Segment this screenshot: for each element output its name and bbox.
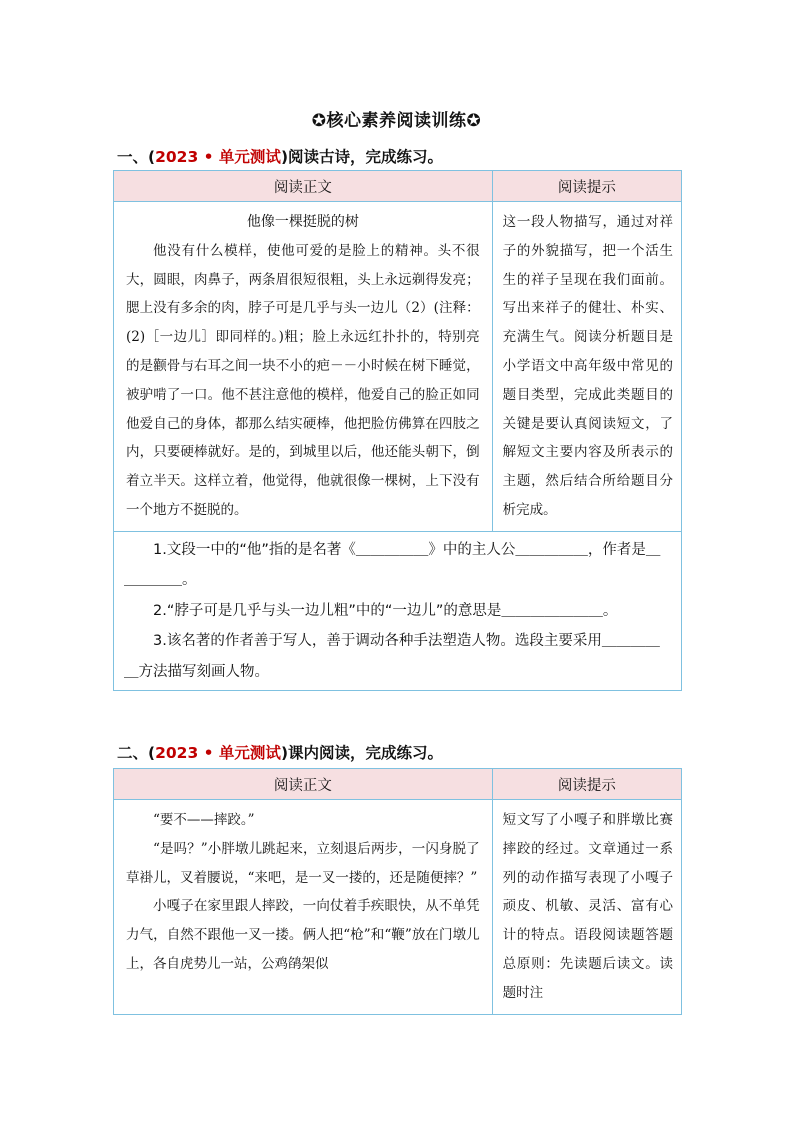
section-2-hint: 短文写了小嘎子和胖墩比赛摔跤的经过。文章通过一系列的动作描写表现了小嘎子顽皮、机敏、灵活、富有心计的特点。语段阅读题答题总原则：先读题后读文。读题时注 xyxy=(502,812,673,1001)
section-1-tag: 2023 • 单元测试 xyxy=(155,148,281,166)
question-1: 1.文段一中的“他”指的是名著《＿＿＿＿＿》中的主人公＿＿＿＿＿，作者是＿＿＿＿＿。 xyxy=(124,541,661,589)
section-2-header-main: 阅读正文 xyxy=(114,769,493,800)
section-1-heading xyxy=(117,145,443,167)
section-2-suffix: )课内阅读，完成练习。 xyxy=(280,744,444,762)
section-1-hint: 这一段人物描写，通过对祥子的外貌描写，把一个活生生的祥子呈现在我们面前。写出来祥子的健壮、朴实、充满生气。阅读分析题目是小学语文中高年级中常见的题目类型，完成此类题目的关键是要认真阅读短文，了解短文主要内容及所表示的主题，然后结合所给题目分析完成。 xyxy=(502,214,673,518)
question-3: 3.该名著的作者善于写人，善于调动各种手法塑造人物。选段主要采用＿＿＿＿＿方法描写刻画人物。 xyxy=(124,633,660,680)
passage-text: 他没有什么模样，使他可爱的是脸上的精神。头不很大，圆眼，肉鼻子，两条眉很短很粗，头上永远剃得发亮；腮上没有多余的肉，脖子可是几乎与头一边儿（2）(注释：(2)［一边儿］即同样的。)粗；脸上永远红扑扑的，特别亮的是颧骨与右耳之间一块不小的疤－－小时候在树下睡觉，被驴啃了一口。他不甚注意他的模样，他爱自己的脸正如同他爱自己的身体，都那么结实硬棒，他把脸仿佛算在四肢之内，只要硬棒就好。是的，到城里以后，他还能头朝下，倒着立半天。这样立着，他觉得，他就很像一棵树，上下没有一个地方不挺脱的。 xyxy=(126,242,480,518)
section-1-prefix: 一、( xyxy=(117,148,156,166)
section-2-prefix: 二、( xyxy=(117,744,156,762)
passage-title: 他像一棵挺脱的树 xyxy=(246,214,359,230)
section-1-header-main: 阅读正文 xyxy=(114,171,493,202)
paragraph-2: “是吗？”小胖墩儿跳起来，立刻退后两步，一闪身脱了草褂儿，叉着腰说，“来吧，是一叉一搂的，还是随便摔？” xyxy=(126,840,480,886)
paragraph-3: 小嘎子在家里跟人摔跤，一向仗着手疾眼快，从不单凭力气，自然不跟他一叉一搂。俩人把“枪”和“鞭”放在门墩儿上，各自虎势儿一站，公鸡鹐架似 xyxy=(126,898,480,972)
section-1-questions xyxy=(114,532,681,691)
section-2-passage xyxy=(114,800,492,985)
section-2-header-hint: 阅读提示 xyxy=(492,769,681,800)
section-2-table xyxy=(113,768,682,1015)
page-title: ✪核心素养阅读训练✪ xyxy=(311,111,482,131)
question-2: 2.“脖子可是几乎与头一边儿粗”中的“一边儿”的意思是＿＿＿＿＿＿＿。 xyxy=(153,602,618,619)
section-1-table xyxy=(113,170,682,691)
section-1-passage xyxy=(114,202,492,531)
section-2-heading xyxy=(117,741,443,763)
section-1-suffix: )阅读古诗，完成练习。 xyxy=(280,148,444,166)
section-2-tag: 2023 • 单元测试 xyxy=(155,744,281,762)
paragraph-1: “要不——摔跤。” xyxy=(153,812,255,828)
section-1-header-hint: 阅读提示 xyxy=(492,171,681,202)
